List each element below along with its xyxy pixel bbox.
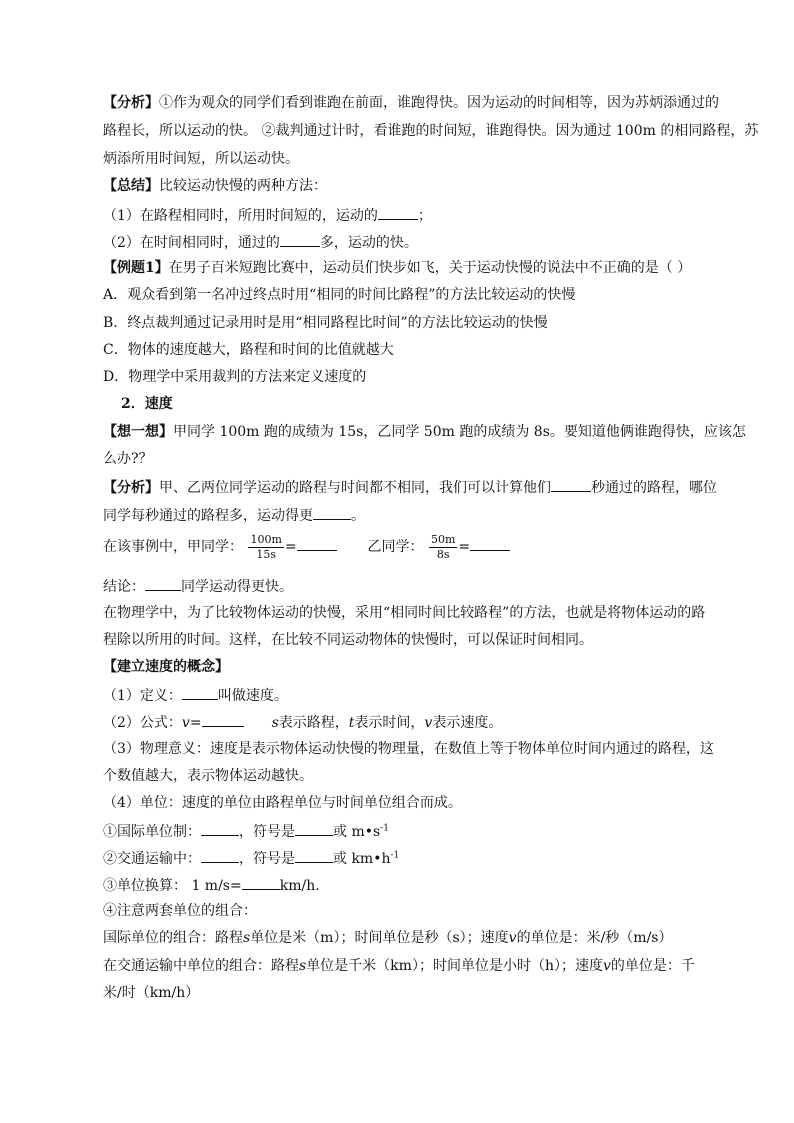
analysis-line-3: 炳添所用时间短，所以运动快。: [103, 151, 299, 167]
fill-blank: [551, 477, 591, 492]
si-combination-line: 国际单位的组合：路程s单位是米（m）；时间单位是秒（s）；速度v的单位是：米/秒（m/s）: [103, 930, 673, 946]
fraction-yi: $\frac{50m}{8s}$: [430, 532, 456, 561]
analysis2-label: 【分析】: [103, 480, 159, 496]
fill-blank: [201, 848, 239, 863]
note-line: ④注意两套单位的组合：: [103, 903, 257, 919]
fill-blank: [295, 848, 333, 863]
fill-blank: [313, 505, 351, 520]
think-label: 【想一想】: [103, 424, 173, 440]
meaning-line-1: （3）物理意义：速度是表示物体运动快慢的物理量，在数值上等于物体单位时间内通过的路程，这: [103, 741, 714, 757]
conversion-line: ③单位换算： 1 m/s= km/h.: [103, 875, 794, 895]
fill-blank: [470, 536, 510, 551]
physics-line-1: 在物理学中，为了比较物体运动的快慢，采用“相同时间比较路程”的方法，也就是将物体运动的路: [103, 605, 706, 621]
fill-blank: [201, 821, 239, 836]
traffic-combination-line-1: 在交通运输中单位的组合：路程s单位是千米（km）；时间单位是小时（h）；速度v的单位是：千: [103, 958, 695, 974]
analysis2-line-1: 【分析】甲、乙两位同学运动的路程与时间都不相同，我们可以计算他们 秒通过的路程，哪位: [103, 477, 794, 497]
fraction-jia: $\frac{100m}{15s}$: [250, 532, 282, 561]
option-b: B．终点裁判通过记录用时是用“相同路程比时间”的方法比较运动的快慢: [103, 315, 548, 331]
fill-blank: [297, 536, 337, 551]
example-question: 【例题1】在男子百米短跑比赛中，运动员们快步如飞，关于运动快慢的说法中不正确的是（ ）: [103, 260, 692, 276]
fill-blank: [182, 685, 218, 700]
analysis-label: 【分析】: [103, 95, 159, 111]
traffic-combination-line-2: 米/时（km/h）: [103, 985, 200, 1001]
section-heading-speed: 2．速度: [121, 396, 173, 412]
summary-method-2: （2）在时间相同时，通过的 多，运动的快。: [103, 232, 794, 252]
summary-method-1: （1）在路程相同时，所用时间短的，运动的 ；: [103, 205, 794, 225]
think-line-2: 么办?？: [103, 451, 153, 467]
analysis-line-1: 【分析】①作为观众的同学们看到谁跑在前面，谁跑得快。因为运动的时间相等，因为苏炳添通过的: [103, 95, 719, 111]
si-unit-line: ①国际单位制： ，符号是 或 $m•s^{-1}$: [103, 821, 794, 841]
analysis2-line-2: 同学每秒通过的路程多，运动得更 。: [103, 505, 794, 525]
meaning-line-2: 个数值越大，表示物体运动越快。: [103, 768, 313, 784]
physics-line-2: 程除以所用的时间。这样，在比较不同运动物体的快慢时，可以保证时间相同。: [103, 632, 593, 648]
summary-line: 【总结】比较运动快慢的两种方法：: [103, 178, 327, 194]
option-c: C．物体的速度越大，路程和时间的比值就越大: [103, 342, 394, 358]
fill-blank: [378, 205, 418, 220]
fill-blank: [145, 576, 181, 591]
unit-line: （4）单位：速度的单位由路程单位与时间单位组合而成。: [103, 795, 462, 811]
fill-blank: [280, 232, 320, 247]
think-line-1: 【想一想】甲同学 100m 跑的成绩为 15s，乙同学 50m 跑的成绩为 8s。要知道他俩谁跑得快，应该怎: [103, 424, 746, 440]
fill-blank: [295, 821, 333, 836]
traffic-unit-line: ②交通运输中： ，符号是 或 $km•h^{-1}$: [103, 848, 794, 868]
option-d: D．物理学中采用裁判的方法来定义速度的: [103, 369, 367, 385]
example-label: 【例题1】: [103, 260, 169, 276]
summary-label: 【总结】: [103, 178, 159, 194]
conclusion-line: 结论： 同学运动得更快。: [103, 576, 794, 596]
analysis-line-2: 路程长，所以运动的快。 ②裁判通过计时，看谁跑的时间短，谁跑得快。因为通过 100m 的相同路程，苏: [103, 123, 759, 139]
option-a: A．观众看到第一名冲过终点时用“相同的时间比路程”的方法比较运动的快慢: [103, 287, 576, 303]
fill-blank: [202, 712, 244, 727]
concept-heading: 【建立速度的概念】: [103, 659, 229, 675]
definition-line: （1）定义： 叫做速度。: [103, 685, 794, 705]
fill-blank: [242, 875, 280, 890]
formula-line: （2）公式：v= s表示路程，t表示时间，v表示速度。: [103, 712, 794, 732]
example-calc-line: 在该事例中，甲同学： $\frac{100m}{15s}$ = 乙同学： $\frac{50m}{8s}$ =: [103, 531, 794, 563]
